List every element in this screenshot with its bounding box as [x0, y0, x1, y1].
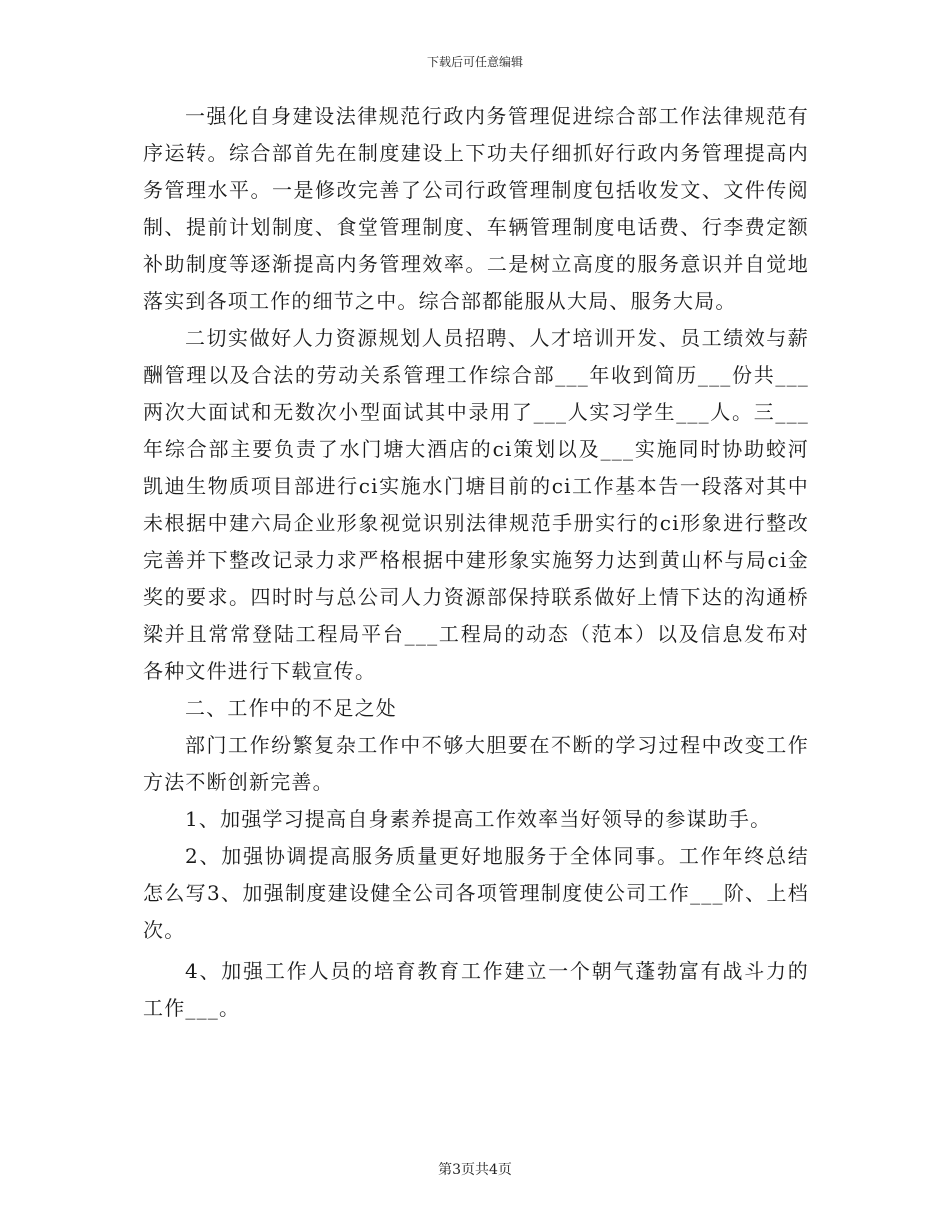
- paragraph-3: 部门工作纷繁复杂工作中不够大胆要在不断的学习过程中改变工作方法不断创新完善。: [143, 733, 809, 794]
- paragraph-1: 一强化自身建设法律规范行政内务管理促进综合部工作法律规范有序运转。综合部首先在制度建设上下功夫仔细抓好行政内务管理提高内务管理水平。一是修改完善了公司行政管理制度包括收发文、文件传阅制、提前计划制度、食堂管理制度、车辆管理制度电话费、行李费定额补助制度等逐渐提高内务管理效率。二是树立高度的服务意识并自觉地落实到各项工作的细节之中。综合部都能服从大局、服务大局。: [143, 104, 809, 313]
- section-heading-shortcomings: 二、工作中的不足之处: [185, 696, 397, 720]
- document-body: [143, 98, 809, 1027]
- list-item-4: 4、加强工作人员的培育教育工作建立一个朝气蓬勃富有战斗力的工作___。: [143, 959, 809, 1020]
- paragraph-2: 二切实做好人力资源规划人员招聘、人才培训开发、员工绩效与薪酬管理以及合法的劳动关系管理工作综合部___年收到简历___份共___两次大面试和无数次小型面试其中录用了___人实习学生___人。三___年综合部主要负责了水门塘大酒店的ci策划以及___实施同时协助蛟河凯迪生物质项目部进行ci实施水门塘目前的ci工作基本告一段落对其中未根据中建六局企业形象视觉识别法律规范手册实行的ci形象进行整改完善并下整改记录力求严格根据中建形象实施努力达到黄山杯与局ci金奖的要求。四时时与总公司人力资源部保持联系做好上情下达的沟通桥梁并且常常登陆工程局平台___工程局的动态（范本）以及信息发布对各种文件进行下载宣传。: [143, 326, 809, 683]
- header-note: 下载后可任意编辑: [426, 55, 523, 69]
- page-number: 第3页共4页: [438, 1162, 512, 1178]
- list-item-2: 2、加强协调提高服务质量更好地服务于全体同事。工作年终总结怎么写3、加强制度建设健全公司各项管理制度使公司工作___阶、上档次。: [143, 844, 809, 942]
- list-item-1: 1、加强学习提高自身素养提高工作效率当好领导的参谋助手。: [185, 807, 772, 831]
